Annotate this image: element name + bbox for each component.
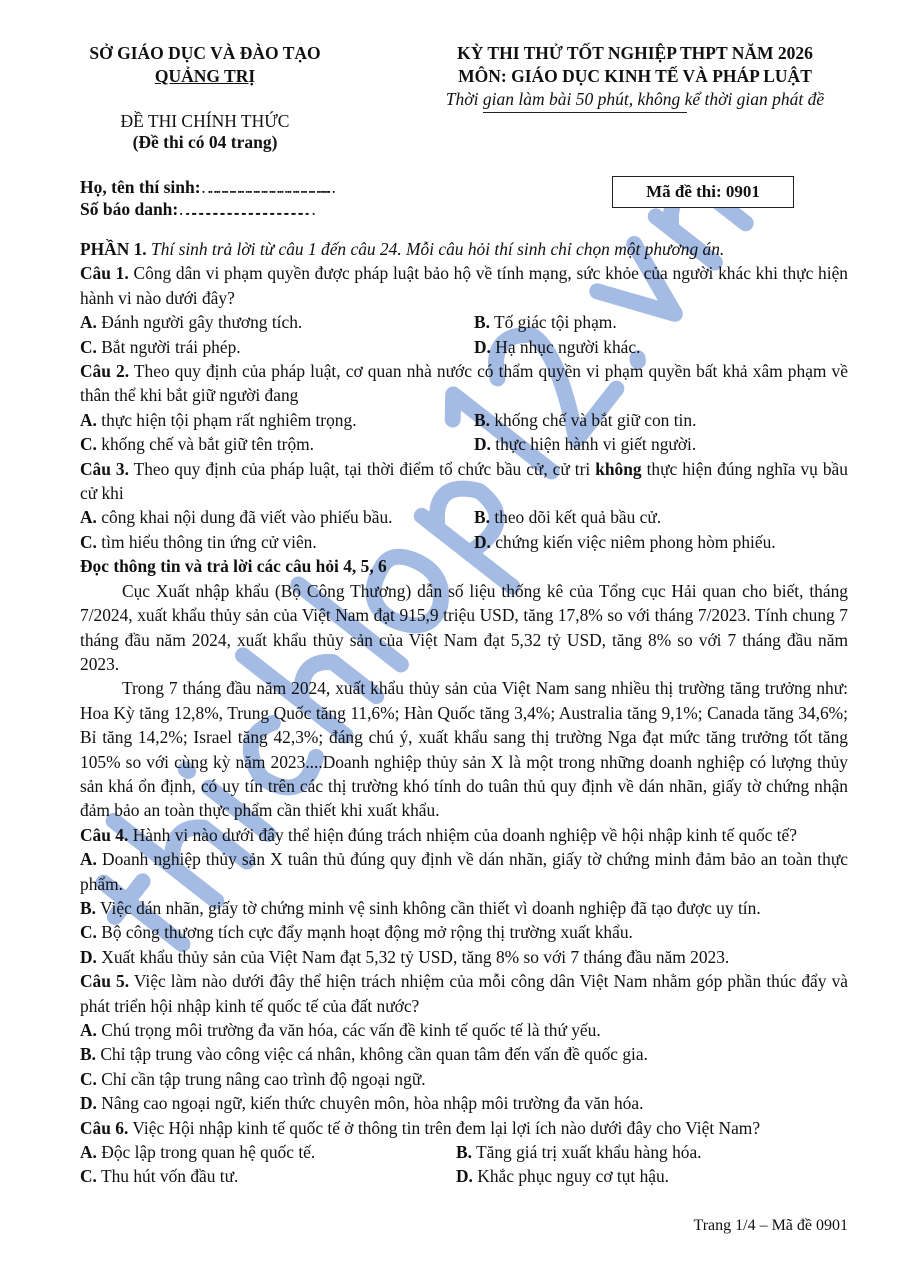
q5-option-c: C. Chỉ cần tập trung nâng cao trình độ ngoại ngữ. [80,1068,426,1089]
divider [483,112,687,113]
province-name: QUẢNG TRỊ [154,66,256,86]
official-exam-label: ĐỀ THI CHÍNH THỨC [120,111,290,131]
question-5: Câu 5. Việc làm nào dưới đây thể hiện trách nhiệm của mỗi công dân Việt Nam nhằm góp phần thúc đẩy và phát triển hội nhập kinh tế quốc tế của đất nước? [80,971,848,1016]
part1-heading: PHẦN 1. Thí sinh trả lời từ câu 1 đến câu 24. Mỗi câu hỏi thí sinh chỉ chọn một phương án. [80,239,725,259]
reading-title: Đọc thông tin và trả lời các câu hỏi 4, 5, 6 [80,556,387,577]
exam-title: KỲ THI THỬ TỐT NGHIỆP THPT NĂM 2026 [457,43,813,63]
q3-options-row1: A. công khai nội dung đã viết vào phiếu bầu. B. theo dõi kết quả bầu cử. [80,507,662,528]
page-count: (Đề thi có 04 trang) [132,132,278,152]
q3-options-row2: C. tìm hiểu thông tin ứng cử viên. D. chứng kiến việc niêm phong hòm phiếu. [80,531,776,552]
q4-option-d: D. Xuất khẩu thủy sản của Việt Nam đạt 5,32 tỷ USD, tăng 8% so với 7 tháng đầu năm 2023. [80,946,730,967]
department-name: SỞ GIÁO DỤC VÀ ĐÀO TẠO [89,43,321,63]
candidate-name-label: Họ, tên thí sinh: [80,177,201,197]
q6-options-row1: A. Độc lập trong quan hệ quốc tế. B. Tăng giá trị xuất khẩu hàng hóa. [80,1142,702,1163]
question-4: Câu 4. Hành vi nào dưới đây thể hiện đúng trách nhiệm của doanh nghiệp về hội nhập kinh tế quốc tế? [80,824,797,845]
exam-duration: Thời gian làm bài 50 phút, không kể thời gian phát đề [445,89,825,109]
exam-code-box: Mã đề thi: 0901 [612,176,794,208]
q2-options-row2: C. khống chế và bắt giữ tên trộm. D. thực hiện hành vi giết người. [80,434,697,455]
q4-option-c: C. Bộ công thương tích cực đẩy mạnh hoạt động mở rộng thị trường xuất khẩu. [80,922,633,943]
candidate-id-dots[interactable]: ……………………………………………… [178,199,307,219]
candidate-name-field[interactable] [80,176,317,199]
q5-option-d: D. Nâng cao ngoại ngữ, kiến thức chuyên môn, hòa nhập môi trường đa văn hóa. [80,1093,644,1114]
candidate-id-label: Số báo danh: [80,199,179,219]
candidate-name-dots[interactable]: ………………………………………….. [200,177,317,197]
question-3: Câu 3. Theo quy định của pháp luật, tại thời điểm tổ chức bầu cử, cử tri không thực hiện đúng nghĩa vụ bầu cử khi [80,458,848,504]
exam-body [80,237,848,1189]
q1-options-row2: C. Bắt người trái phép. D. Hạ nhục người khác. [80,336,641,357]
q4-option-a: A. Doanh nghiệp thủy sản X tuân thủ đúng quy định về dán nhãn, giấy tờ chứng minh đảm bảo an toàn thực phẩm. [80,849,848,894]
q6-options-row2: C. Thu hút vốn đầu tư. D. Khắc phục nguy cơ tụt hậu. [80,1166,670,1187]
subject-title: MÔN: GIÁO DỤC KINH TẾ VÀ PHÁP LUẬT [458,66,812,86]
question-6: Câu 6. Việc Hội nhập kinh tế quốc tế ở thông tin trên đem lại lợi ích nào dưới đây cho Việt Nam? [80,1117,761,1138]
q5-option-b: B. Chỉ tập trung vào công việc cá nhân, không cần quan tâm đến vấn đề quốc gia. [80,1044,648,1065]
question-1: Câu 1. Công dân vi phạm quyền được pháp luật bảo hộ về tính mạng, sức khỏe của người khác khi thực hiện hành vi nào dưới đây? [80,263,848,308]
q4-option-b: B. Việc dán nhãn, giấy tờ chứng minh vệ sinh không cần thiết vì doanh nghiệp đã tạo được uy tín. [80,897,761,918]
reading-paragraph-1: Cục Xuất nhập khẩu (Bộ Công Thương) dẫn số liệu thống kê của Tổng cục Hải quan cho biết, tháng 7/2024, xuất khẩu thủy sản của Việt Nam đạt 915,9 triệu USD, tăng 17,8% so với tháng 7/2023. Tính chung 7 tháng đầu năm 2024, xuất khẩu thủy sản của Việt Nam đạt 5,32 tỷ USD, tăng 8% so với 7 tháng đầu năm 2023. [80,580,848,674]
q1-options-row1: A. Đánh người gây thương tích. B. Tố giác tội phạm. [80,312,617,333]
q2-options-row1: A. thực hiện tội phạm rất nghiêm trọng. B. khống chế và bắt giữ con tin. [80,409,697,430]
reading-paragraph-2: Trong 7 tháng đầu năm 2024, xuất khẩu thủy sản của Việt Nam sang nhiều thị trường tăng trưởng như: Hoa Kỳ tăng 12,8%, Trung Quốc tăng 11,6%; Hàn Quốc tăng 3,4%; Australia tăng 9,1%; Canada tăng 34,6%; Bỉ tăng 14,2%; Israel tăng 42,3%; đáng chú ý, xuất khẩu sang thị trường Nga đạt mức tăng trưởng tốt tăng 105% so với cùng kỳ năm 2023....Doanh nghiệp thủy sản X là một trong những doanh nghiệp có lượng thủy sản khá ổn định, có uy tín trên các thị trường khó tính do tuân thủ quy định về dán nhãn, giấy tờ chứng nhận đảm bảo an toàn thực phẩm cần thiết khi xuất khẩu. [80,678,848,821]
page-footer: Trang 1/4 – Mã đề 0901 [693,1217,848,1234]
province-wrapper [60,65,350,88]
candidate-id-field[interactable] [80,198,306,221]
q5-option-a: A. Chú trọng môi trường đa văn hóa, các vấn đề kinh tế quốc tế là thứ yếu. [80,1020,601,1040]
question-2: Câu 2. Theo quy định của pháp luật, cơ quan nhà nước có thẩm quyền vi phạm quyền bất khả xâm phạm về thân thể khi bắt giữ người đang [80,361,848,406]
